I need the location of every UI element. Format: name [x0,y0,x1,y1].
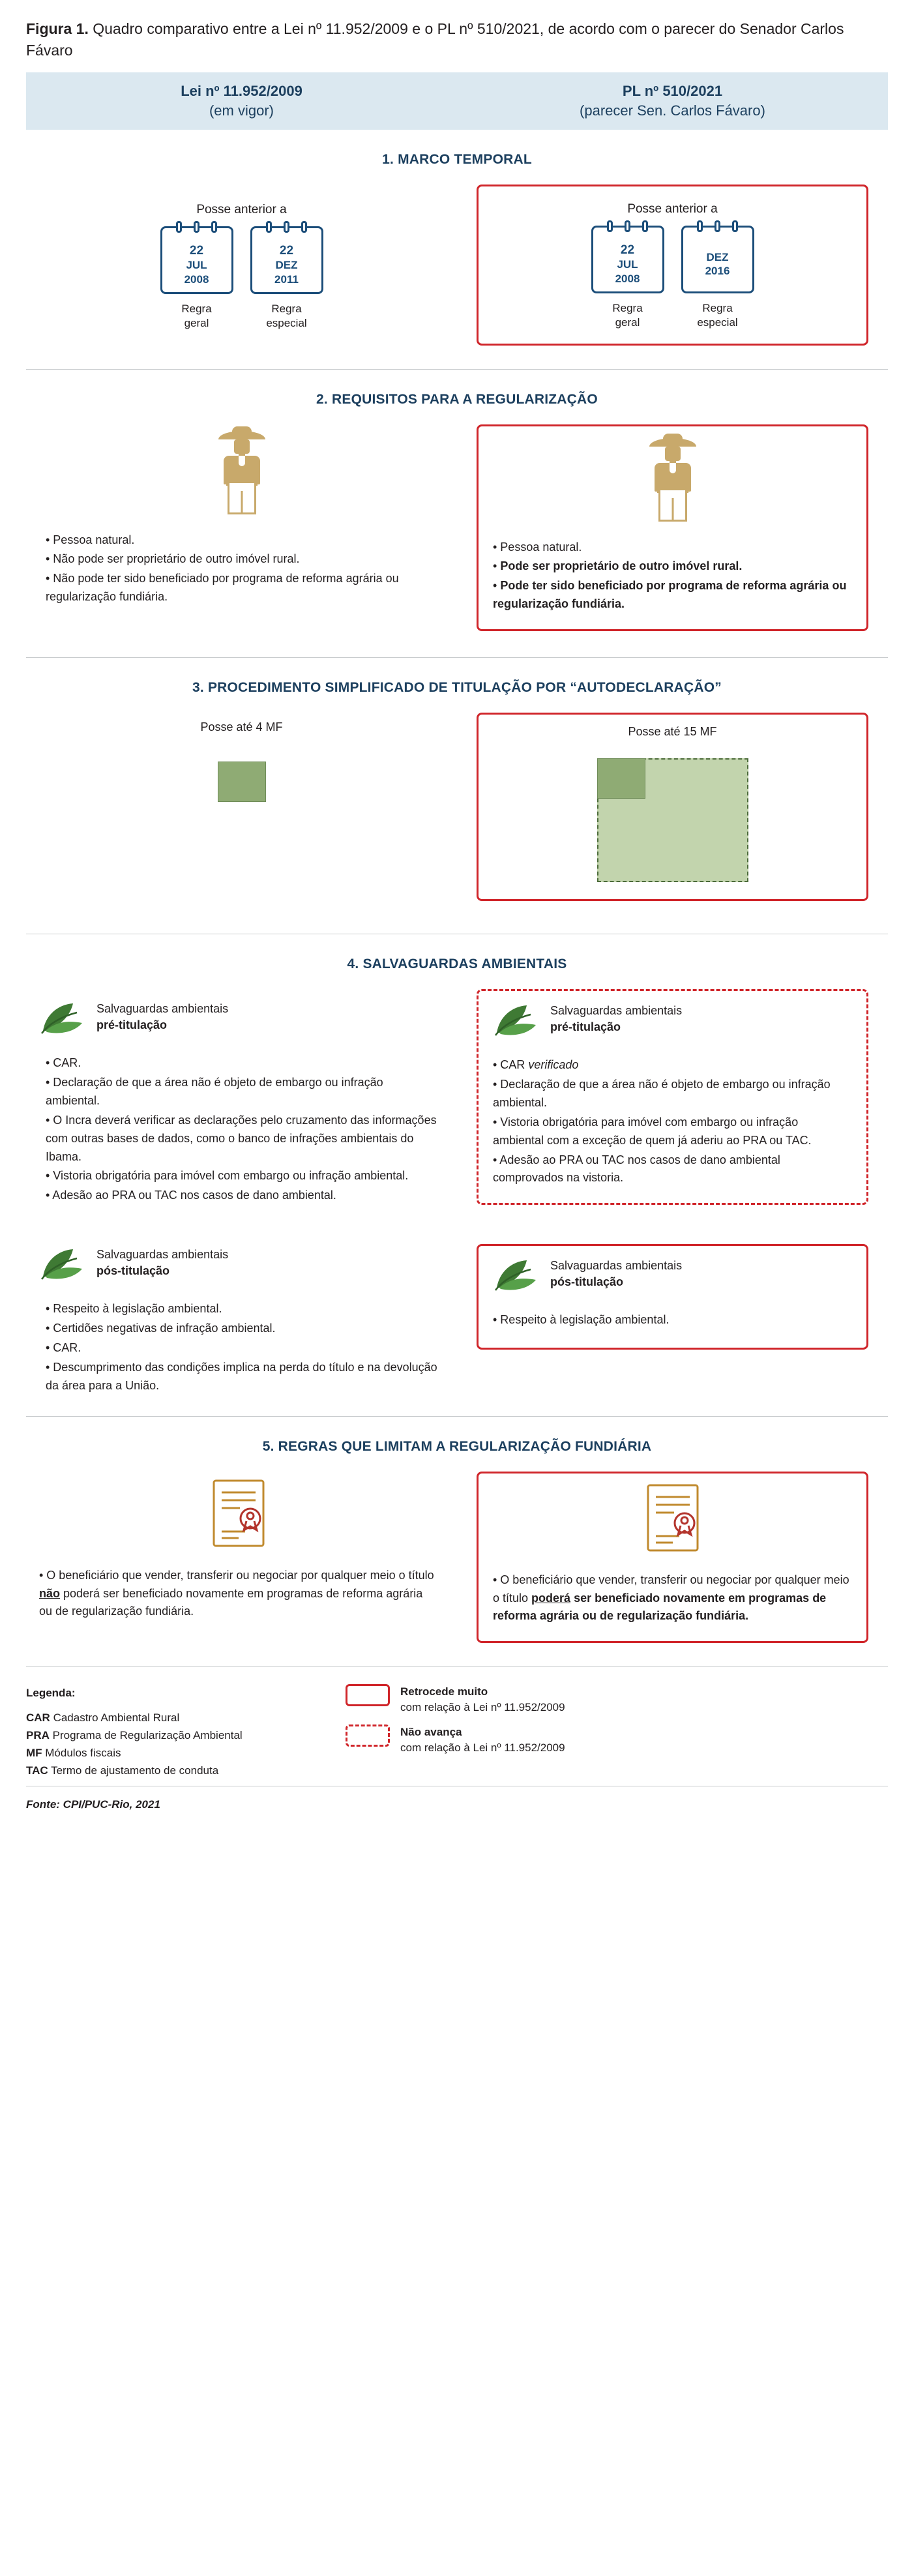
calendar-year: 2011 [274,273,299,286]
farmer-icon [214,431,270,514]
bullet-item: • Adesão ao PRA ou TAC nos casos de dano ambiental. [46,1189,336,1202]
calendar-icon [681,226,754,293]
legend-key-sub: com relação à Lei nº 11.952/2009 [400,1701,565,1714]
calendar-icon [250,226,323,294]
bullet-item: • Vistoria obrigatória para imóvel com embargo ou infração ambiental com a exceção de quem já aderiu ao PRA ou TAC. [493,1115,812,1147]
autodeclaracao-right-label: Posse até 15 MF [628,725,717,739]
leaf-icon [39,998,87,1036]
leaf-heading [493,1255,852,1293]
legend-title: Legenda: [26,1687,76,1700]
legend-key-nao-avanca [346,1725,888,1756]
source-label: Fonte: [26,1798,60,1811]
farmer-figure-wrap [46,431,437,514]
bullet-item: • Pessoa natural. [46,533,135,546]
farmer-figure-wrap [493,438,852,522]
salvaguardas-pos-right-list [493,1311,852,1329]
bullet-item: • Não pode ser proprietário de outro imóvel rural. [46,552,300,566]
calendar-icon [591,226,664,293]
header-law-subtitle: (em vigor) [209,102,274,119]
bullet-item: • O beneficiário que vender, transferir ou negociar por qualquer meio o título não poderá ser beneficiado novamente em programas de reforma agrária ou de regularização fundiária. [39,1568,434,1618]
section5-right [457,1472,888,1644]
section-autodeclaracao [26,658,888,934]
section-title-2: 2. REQUISITOS PARA A REGULARIZAÇÃO [316,391,598,407]
legend-swatch-dashed [346,1725,390,1747]
header-bill-title: PL nº 510/2021 [622,82,723,99]
calendar-month: JUL [186,259,207,272]
salvaguardas-pre-right [457,989,888,1206]
leaf-heading [39,998,437,1036]
section3-right [457,713,888,901]
calendar-caption: Regra geral [612,302,643,329]
section2-right [457,424,888,632]
legend-key-retrocede [346,1684,888,1715]
legend-key-title: Não avança [400,1725,462,1738]
section1-left-label: Posse anterior a [196,203,287,217]
land-square-small [597,758,645,799]
highlight-box-retrocede [477,424,868,632]
calendar-item [160,226,233,331]
requisitos-left-list [46,531,437,607]
section-regras-limitam [26,1417,888,1667]
highlight-box-retrocede [477,1244,868,1350]
document-icon-wrap [493,1480,852,1556]
salvaguardas-pos-right [457,1228,888,1396]
calendar-item [250,226,323,331]
calendar-caption: Regra geral [181,303,212,330]
bullet-item: • Não pode ter sido beneficiado por programa de reforma agrária ou regularização fundiária. [46,572,399,604]
highlight-box-retrocede [477,185,868,345]
calendar-month: DEZ [706,250,729,263]
salvaguardas-pre-left-list [39,1054,437,1205]
regras-right-list [493,1571,852,1626]
salvaguardas-pre-left [26,989,457,1206]
section-marco-temporal [26,130,888,368]
legend-abbrev-row: MF Módulos fiscais [26,1746,121,1759]
calendar-year: 2008 [615,272,640,285]
section2-left [26,424,457,632]
figure-caption [0,0,914,72]
bullet-item: • Vistoria obrigatória para imóvel com embargo ou infração ambiental. [46,1169,409,1183]
leaf-heading [493,1000,852,1038]
calendar-month: DEZ [275,259,298,272]
document-icon [199,1475,278,1551]
legend-abbrev-row: TAC Termo de ajustamento de conduta [26,1764,219,1777]
header-bill-subtitle: (parecer Sen. Carlos Fávaro) [580,102,765,119]
calendar-day: 22 [279,243,294,258]
source-text: CPI/PUC-Rio, 2021 [59,1798,160,1811]
legend-abbreviations [26,1684,332,1779]
bullet-item: • Adesão ao PRA ou TAC nos casos de dano ambiental comprovados na vistoria. [493,1153,780,1185]
leaf-heading-text: Salvaguardas ambientais pré-titulação [96,1001,229,1032]
bullet-item: • O beneficiário que vender, transferir ou negociar por qualquer meio o título poderá ser beneficiado novamente em programas de reforma agrária ou de regularização fundiária. [493,1573,849,1623]
document-icon [634,1480,712,1556]
leaf-icon [39,1244,87,1282]
calendar-item [591,226,664,330]
document-icon-wrap [39,1475,437,1551]
bullet-item: • Certidões negativas de infração ambiental. [46,1322,276,1335]
legend-key-sub: com relação à Lei nº 11.952/2009 [400,1741,565,1754]
calendar-item [681,226,754,330]
section3-left [26,713,457,901]
leaf-icon [493,1255,541,1293]
calendar-caption: Regra especial [266,303,307,330]
calendar-month: JUL [617,258,638,271]
bullet-item: • Respeito à legislação ambiental. [46,1302,222,1316]
calendar-caption: Regra especial [697,302,738,329]
legend-abbrev-row: PRA Programa de Regularização Ambiental [26,1728,243,1741]
section-salvaguardas [26,934,888,1416]
salvaguardas-pos-left [26,1228,457,1396]
bullet-item: • CAR verificado [493,1058,579,1072]
leaf-heading-text: Salvaguardas ambientais pós-titulação [550,1259,683,1289]
calendar-year: 2008 [184,273,209,286]
regras-left-list [39,1567,437,1621]
section-requisitos [26,370,888,658]
bullet-item: • CAR. [46,1340,81,1354]
farmer-icon [645,438,701,522]
section-title-4: 4. SALVAGUARDAS AMBIENTAIS [347,956,567,972]
highlight-box-retrocede [477,1472,868,1644]
leaf-icon [493,1000,541,1038]
leaf-heading [39,1244,437,1282]
comparison-header [26,72,888,130]
legend [26,1667,888,1779]
figure-source [26,1798,888,1811]
bullet-item: • O Incra deverá verificar as declarações pelo cruzamento das informações com outras bases de dados, como o banco de infrações ambientais do Ibama. [46,1113,437,1163]
salvaguardas-pre-right-list [493,1056,852,1187]
calendar-day: 22 [189,243,204,258]
calendar-year: 2016 [705,264,730,277]
legend-key-title: Retrocede muito [400,1685,488,1698]
section1-right-label: Posse anterior a [627,202,718,216]
legend-keys [332,1684,888,1779]
bullet-item: • Declaração de que a área não é objeto de embargo ou infração ambiental. [493,1077,831,1109]
figure-caption-text: Quadro comparativo entre a Lei nº 11.952/2009 e o PL nº 510/2021, de acordo com o parecer do Senador Carlos Fávaro [26,20,844,59]
legend-abbrev-row: CAR Cadastro Ambiental Rural [26,1711,180,1724]
header-column-bill [457,72,888,130]
bullet-item: • Pode ser proprietário de outro imóvel rural. [493,559,743,573]
highlight-box-retrocede [477,713,868,901]
bullet-item: • Pessoa natural. [493,540,582,554]
section-title-3: 3. PROCEDIMENTO SIMPLIFICADO DE TITULAÇÃO POR “AUTODECLARAÇÃO” [192,680,722,696]
autodeclaracao-left-label: Posse até 4 MF [200,720,283,734]
bullet-item: • Pode ter sido beneficiado por programa de reforma agrária ou regularização fundiária. [493,579,847,611]
header-law-title: Lei nº 11.952/2009 [181,82,302,99]
figure-caption-label: Figura 1. [26,20,89,37]
calendar-day: 22 [620,243,635,257]
requisitos-right-list [493,539,852,614]
section5-left [26,1472,457,1644]
section1-right [457,185,888,345]
legend-swatch-solid [346,1684,390,1706]
calendar-icon [160,226,233,294]
salvaguardas-pos-left-list [39,1300,437,1395]
highlight-box-nao-avanca [477,989,868,1205]
header-column-law [26,72,457,130]
land-square-small [218,762,266,802]
bullet-item: • Respeito à legislação ambiental. [493,1313,670,1327]
section-title-5: 5. REGRAS QUE LIMITAM A REGULARIZAÇÃO FUNDIÁRIA [262,1438,652,1454]
section-title-1: 1. MARCO TEMPORAL [382,152,532,168]
bullet-item: • Descumprimento das condições implica na perda do título e na devolução da área para a União. [46,1360,437,1392]
bullet-item: • CAR. [46,1056,81,1070]
section1-left [26,185,457,345]
leaf-heading-text: Salvaguardas ambientais pós-titulação [96,1248,229,1278]
bullet-item: • Declaração de que a área não é objeto de embargo ou infração ambiental. [46,1075,383,1107]
leaf-heading-text: Salvaguardas ambientais pré-titulação [550,1003,683,1034]
